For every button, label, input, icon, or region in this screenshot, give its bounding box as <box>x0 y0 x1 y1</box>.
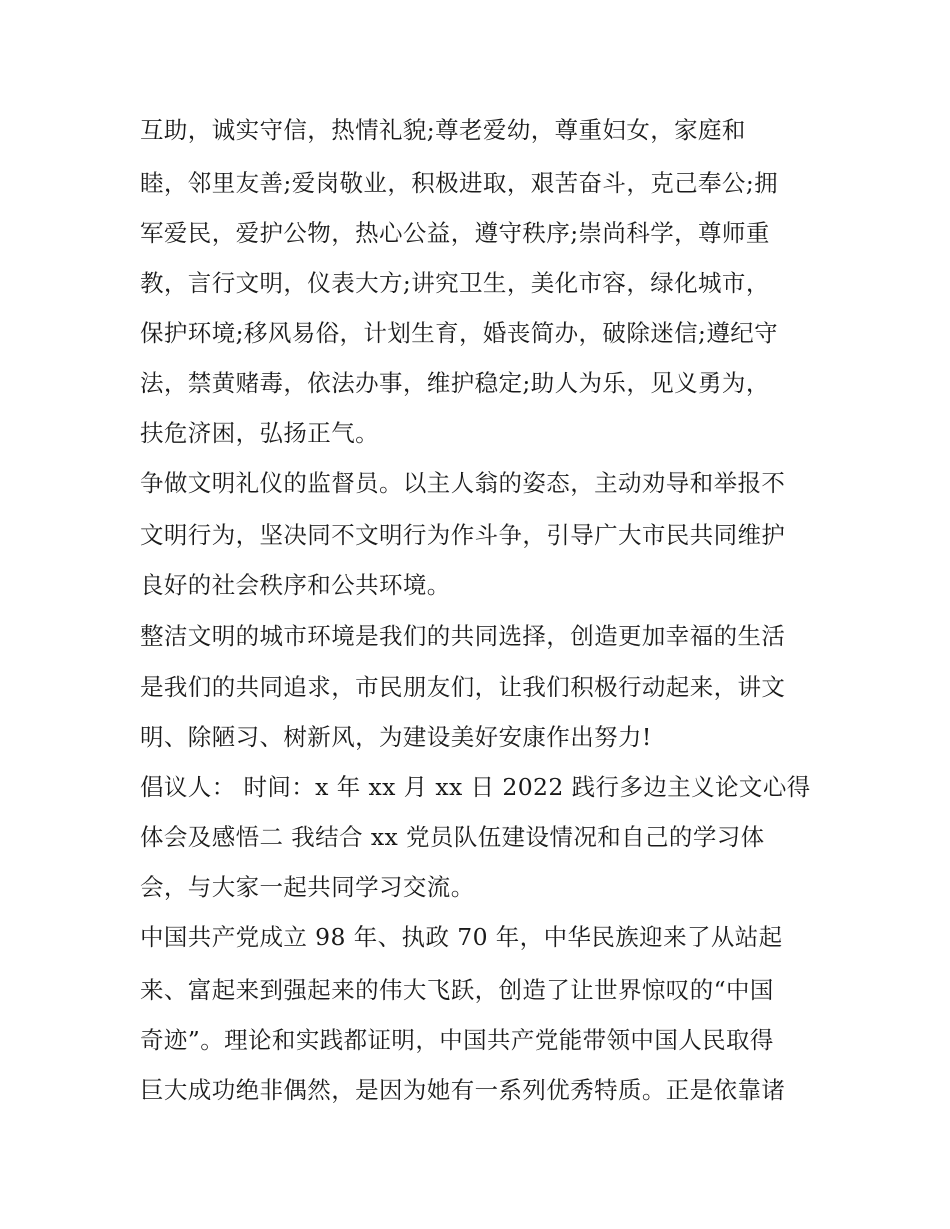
text-line: 中国共产党成立 98 年、执政 70 年，中华民族迎来了从站起 <box>140 923 783 951</box>
text-line: 整洁文明的城市环境是我们的共同选择，创造更加幸福的生活 <box>140 622 786 650</box>
text-line: 互助，诚实守信，热情礼貌;尊老爱幼，尊重妇女，家庭和 <box>140 116 746 144</box>
text-line: 争做文明礼仪的监督员。以主人翁的姿态，主动劝导和举报不 <box>140 469 786 497</box>
text-line: 是我们的共同追求，市民朋友们，让我们积极行动起来，讲文 <box>140 673 786 701</box>
text-line: 扶危济困，弘扬正气。 <box>140 419 379 447</box>
text-line: 体会及感悟二 我结合 xx 党员队伍建设情况和自己的学习体 <box>140 823 765 851</box>
text-line: 奇迹”。理论和实践都证明，中国共产党能带领中国人民取得 <box>140 1026 774 1054</box>
text-line: 来、富起来到强起来的伟大飞跃，创造了让世界惊叹的“中国 <box>140 976 774 1004</box>
text-line: 法，禁黄赌毒，依法办事，维护稳定;助人为乐，见义勇为， <box>140 369 770 397</box>
text-line: 保护环境;移风易俗，计划生育，婚丧简办，破除迷信;遵纪守 <box>140 319 779 347</box>
text-line: 军爱民，爱护公物，热心公益，遵守秩序;崇尚科学，尊师重 <box>140 219 770 247</box>
text-line: 倡议人： 时间：x 年 xx 月 xx 日 2022 践行多边主义论文心得 <box>140 773 811 801</box>
text-line: 文明行为，坚决同不文明行为作斗争，引导广大市民共同维护 <box>140 521 786 549</box>
text-line: 睦，邻里友善;爱岗敬业，积极进取，艰苦奋斗，克己奉公;拥 <box>140 169 779 197</box>
text-line: 教，言行文明，仪表大方;讲究卫生，美化市容，绿化城市， <box>140 269 770 297</box>
text-line: 明、除陋习、树新风，为建设美好安康作出努力! <box>140 723 652 751</box>
text-line: 良好的社会秩序和公共环境。 <box>140 571 451 599</box>
text-line: 会，与大家一起共同学习交流。 <box>140 873 475 901</box>
text-line: 巨大成功绝非偶然，是因为她有一系列优秀特质。正是依靠诸 <box>140 1076 786 1104</box>
